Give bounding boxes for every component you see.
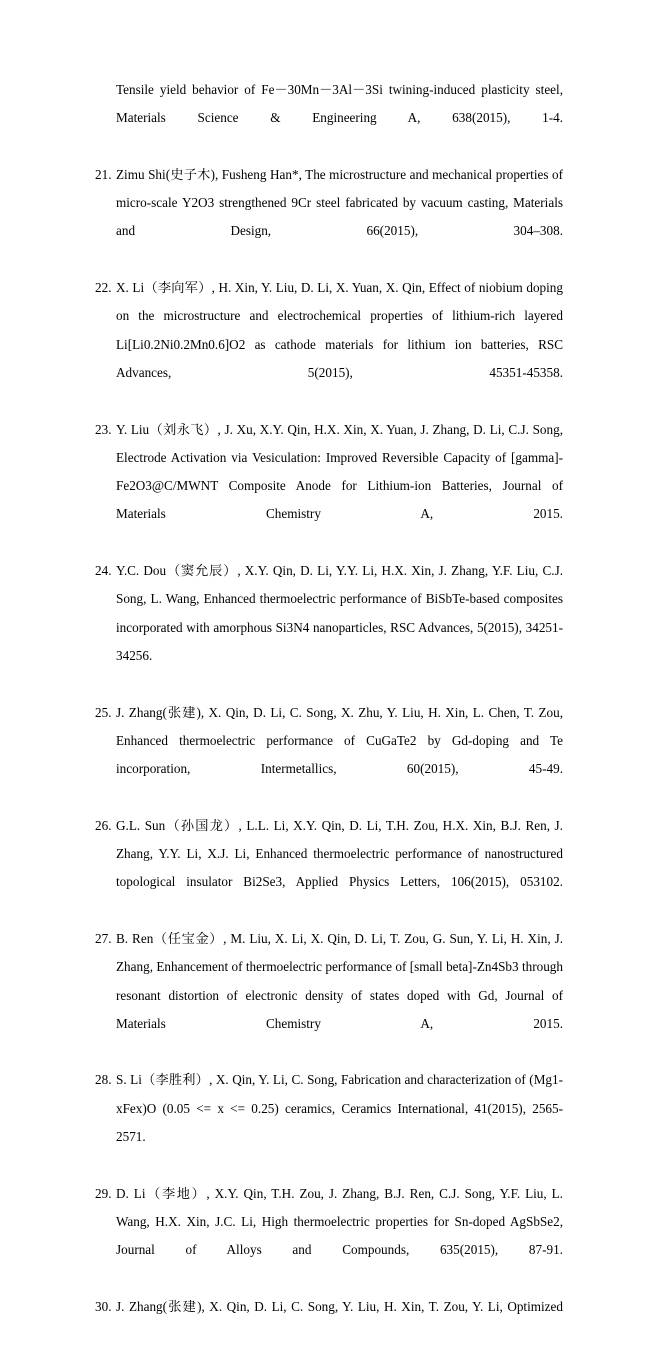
reference-number: 28.: [95, 1072, 112, 1088]
reference-text: S. Li（李胜利）, X. Qin, Y. Li, C. Song, Fabrication and characterization of (Mg1-xFex)O (0.05 <= x <= 0.25) ceramics, Ceramics International, 41(2015), 2565-2571.: [116, 1072, 563, 1144]
reference-number: 30.: [95, 1298, 112, 1314]
reference-text: B. Ren（任宝金）, M. Liu, X. Li, X. Qin, D. Li, T. Zou, G. Sun, Y. Li, H. Xin, J. Zhang, Enhancement of thermoelectric performance of [small beta]-Zn4Sb3 through resonant distortion of electronic density of states doped with Gd, Journal of Materials Chemistry A, 2015.: [116, 930, 563, 1031]
reference-number: 22.: [95, 280, 112, 296]
reference-text: G.L. Sun（孙国龙）, L.L. Li, X.Y. Qin, D. Li, T.H. Zou, H.X. Xin, B.J. Ren, J. Zhang, Y.Y. Li, X.J. Li, Enhanced thermoelectric performance of nanostructured topological insulator Bi2Se3, Applied Physics Letters, 106(2015), 053102.: [116, 817, 563, 890]
reference-item-28: [95, 1066, 563, 1179]
reference-list: [95, 161, 563, 1349]
reference-item-22: [95, 274, 563, 415]
reference-item-25: [95, 699, 563, 812]
reference-number: 26.: [95, 817, 112, 833]
continued-reference-paragraph: Tensile yield behavior of Fe－30Mn－3Al－3Si twining-induced plasticity steel, Materials Science & Engineering A, 638(2015), 1-4.: [116, 82, 563, 126]
reference-item-26: [95, 812, 563, 925]
reference-number: 21.: [95, 166, 112, 182]
reference-item-24: [95, 557, 563, 698]
reference-item-30: [95, 1293, 563, 1349]
reference-text: J. Zhang(张建), X. Qin, D. Li, C. Song, X. Zhu, Y. Liu, H. Xin, L. Chen, T. Zou, Enhanced thermoelectric performance of CuGaTe2 by Gd-doping and Te incorporation, Intermetallics, 60(2015), 45-49.: [116, 704, 563, 777]
reference-number: 23.: [95, 421, 112, 437]
reference-text: Y.C. Dou（窦允辰）, X.Y. Qin, D. Li, Y.Y. Li, H.X. Xin, J. Zhang, Y.F. Liu, C.J. Song, L. Wang, Enhanced thermoelectric performance of BiSbTe-based composites incorporated with amorphous Si3N4 nanoparticles, RSC Advances, 5(2015), 34251-34256.: [116, 563, 563, 663]
reference-item-29: [95, 1180, 563, 1293]
reference-number: 24.: [95, 563, 112, 579]
reference-text: J. Zhang(张建), X. Qin, D. Li, C. Song, Y. Liu, H. Xin, T. Zou, Y. Li, Optimized: [116, 1298, 563, 1314]
reference-item-21: [95, 161, 563, 274]
reference-number: 29.: [95, 1185, 112, 1201]
reference-number: 25.: [95, 704, 112, 720]
reference-item-27: [95, 925, 563, 1066]
reference-number: 27.: [95, 930, 112, 946]
reference-text: Zimu Shi(史子木), Fusheng Han*, The microstructure and mechanical properties of micro-scale Y2O3 strengthened 9Cr steel fabricated by vacuum casting, Materials and Design, 66(2015), 304–308.: [116, 166, 563, 239]
reference-item-23: [95, 416, 563, 557]
reference-text: D. Li（李地）, X.Y. Qin, T.H. Zou, J. Zhang, B.J. Ren, C.J. Song, Y.F. Liu, L. Wang, H.X. Xin, J.C. Li, High thermoelectric properties for Sn-doped AgSbSe2, Journal of Alloys and Compounds, 635(2015), 87-91.: [116, 1185, 563, 1258]
reference-list-container: [95, 76, 563, 1349]
reference-text: Y. Liu（刘永飞）, J. Xu, X.Y. Qin, H.X. Xin, X. Yuan, J. Zhang, D. Li, C.J. Song, Electrode Activation via Vesiculation: Improved Reversible Capacity of [gamma]-Fe2O3@C/MWNT Composite Anode for Lithium-ion Batteries, Journal of Materials Chemistry A, 2015.: [116, 421, 563, 522]
reference-text: X. Li（李向军）, H. Xin, Y. Liu, D. Li, X. Yuan, X. Qin, Effect of niobium doping on the microstructure and electrochemical properties of lithium-rich layered Li[Li0.2Ni0.2Mn0.6]O2 as cathode materials for lithium ion batteries, RSC Advances, 5(2015), 45351-45358.: [116, 280, 563, 380]
